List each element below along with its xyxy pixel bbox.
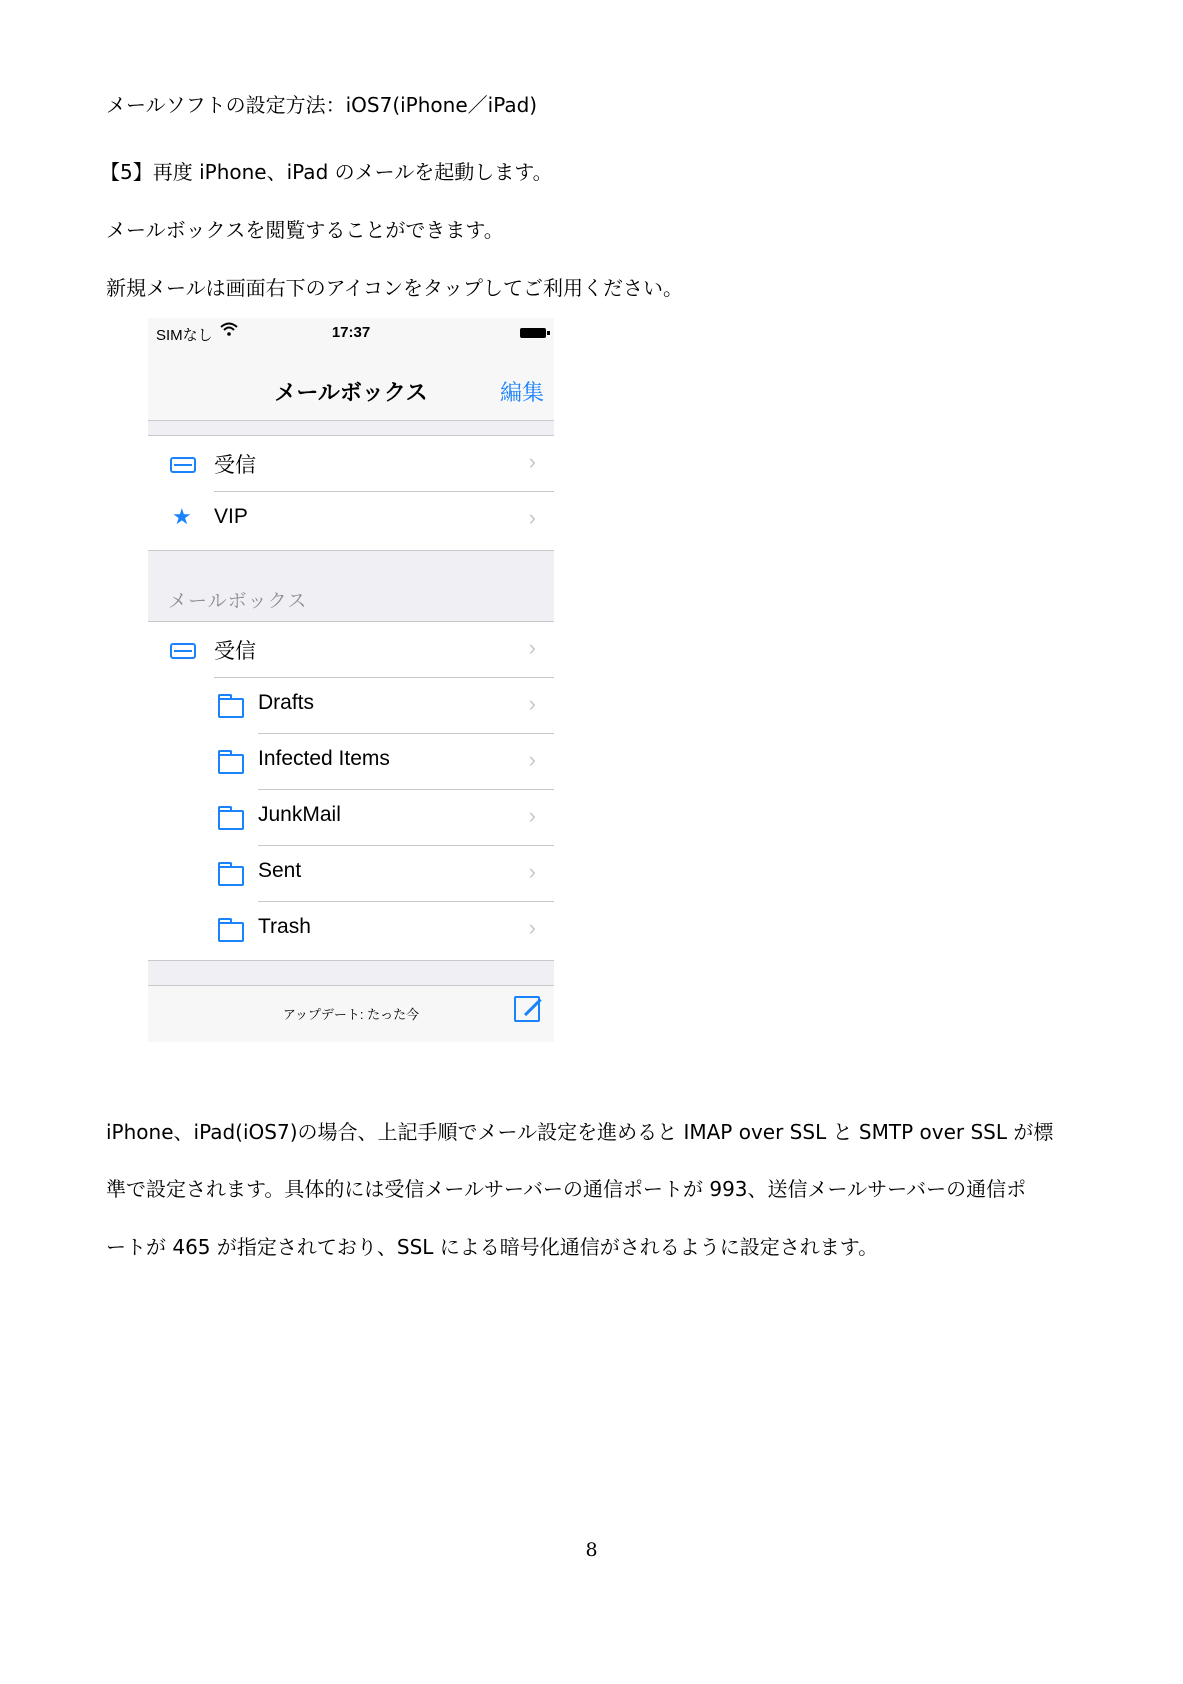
bottom-toolbar (148, 985, 554, 1042)
mailbox-row-drafts[interactable] (148, 678, 554, 734)
chevron-right-icon: › (528, 505, 536, 530)
paragraph-line-3: ートが 465 が指定されており、SSL による暗号化通信がされるように設定されます。 (106, 1235, 879, 1259)
folder-icon (218, 698, 244, 718)
mailbox-row-junkmail[interactable] (148, 790, 554, 846)
mailbox-row-vip[interactable] (148, 492, 554, 548)
row-label: Sent (258, 859, 302, 882)
mailbox-row-infected-items[interactable] (148, 734, 554, 790)
folder-icon (218, 810, 244, 830)
compose-icon[interactable] (514, 996, 540, 1022)
page-number: 8 (585, 1539, 598, 1561)
mailbox-row-inbox[interactable] (148, 622, 554, 678)
row-label: VIP (214, 505, 248, 528)
row-label: Trash (258, 915, 311, 938)
section-header-mailboxes: メールボックス (168, 591, 308, 612)
doc-heading: メールソフトの設定方法：iOS7(iPhone／iPad) (106, 93, 538, 117)
inbox-icon (170, 643, 196, 659)
star-icon: ★ (172, 504, 192, 529)
row-label: JunkMail (258, 803, 341, 826)
folder-icon (218, 922, 244, 942)
doc-text-1: メールボックスを閲覧することができます。 (106, 218, 504, 242)
folder-icon (218, 866, 244, 886)
row-label: 受信 (214, 454, 256, 477)
phone-screenshot (148, 318, 554, 1042)
inbox-icon (170, 457, 196, 473)
navigation-bar (148, 350, 554, 421)
status-time: 17:37 (331, 324, 371, 341)
chevron-right-icon: › (528, 449, 536, 474)
favorites-group (148, 435, 554, 551)
row-label: Drafts (258, 691, 315, 714)
row-label: Infected Items (258, 747, 390, 770)
chevron-right-icon: › (528, 747, 536, 772)
mailbox-row-trash[interactable] (148, 902, 554, 958)
folder-icon (218, 754, 244, 774)
edit-button[interactable]: 編集 (499, 380, 544, 405)
status-bar (148, 318, 554, 350)
paragraph-line-1: iPhone、iPad(iOS7)の場合、上記手順でメール設定を進めると IMAP over SSL と SMTP over SSL が標 (106, 1120, 1054, 1144)
doc-step: 【5】再度 iPhone、iPad のメールを起動します。 (100, 160, 553, 184)
update-status: アップデート: たった今 (282, 1007, 420, 1022)
battery-icon (520, 328, 546, 338)
mailbox-row-inbox-all[interactable] (148, 436, 554, 492)
chevron-right-icon: › (528, 691, 536, 716)
doc-text-2: 新規メールは画面右下のアイコンをタップしてご利用ください。 (106, 276, 683, 300)
chevron-right-icon: › (528, 859, 536, 884)
chevron-right-icon: › (528, 635, 536, 660)
nav-title: メールボックス (274, 380, 428, 405)
mailbox-row-sent[interactable] (148, 846, 554, 902)
chevron-right-icon: › (528, 915, 536, 940)
mailboxes-group (148, 621, 554, 961)
carrier-label: SIMなし (156, 327, 213, 344)
chevron-right-icon: › (528, 803, 536, 828)
paragraph-line-2: 準で設定されます。具体的には受信メールサーバーの通信ポートが 993、送信メールサーバーの通信ポ (106, 1177, 1027, 1201)
row-label: 受信 (214, 640, 256, 663)
